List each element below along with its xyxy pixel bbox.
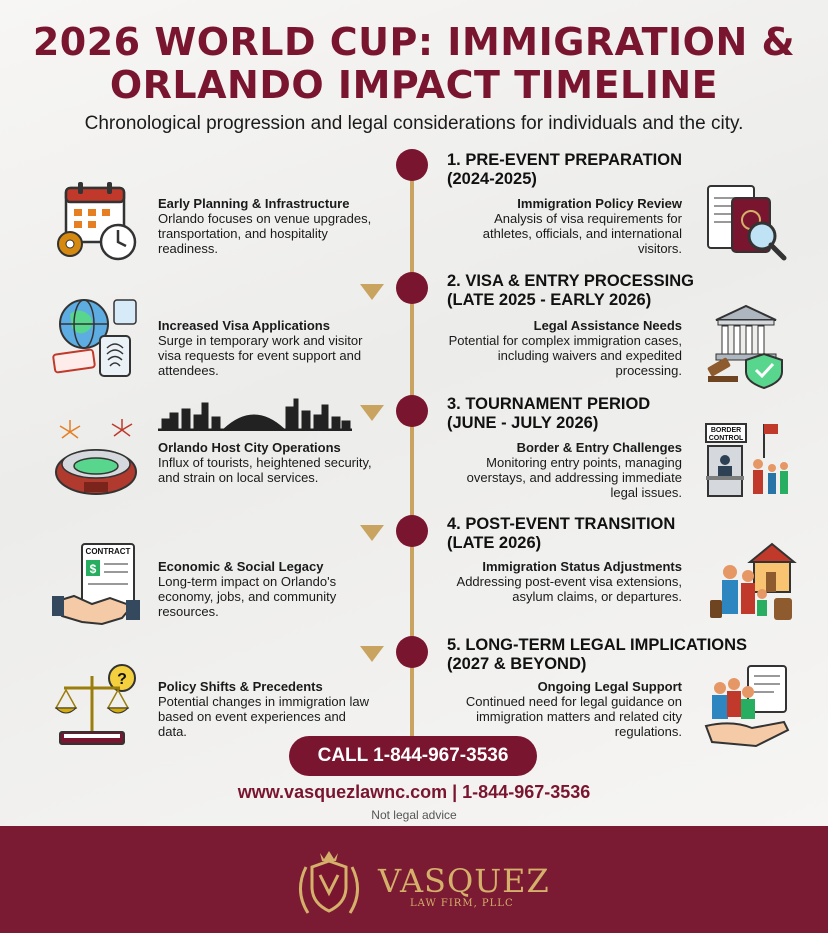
- law-firm-crest-logo: [288, 843, 370, 925]
- phase-4-right-heading: Immigration Status Adjustments: [482, 559, 682, 574]
- phase-5-left-heading: Policy Shifts & Precedents: [158, 679, 323, 694]
- contract-label: CONTRACT: [85, 547, 131, 556]
- website-phone-link[interactable]: www.vasquezlawnc.com | 1-844-967-3536: [237, 782, 591, 802]
- phase-5-right-body: Continued need for legal guidance on immigration matters and related city regulations.: [465, 694, 682, 739]
- phase-5-left-text: [158, 679, 378, 739]
- phase-1-right-text: [442, 196, 682, 256]
- phase-3-right-body: Monitoring entry points, managing overstays, and addressing immediate legal issues.: [466, 455, 682, 500]
- phase-1-left-body: Orlando focuses on venue upgrades, transportation, and hospitality readiness.: [158, 211, 372, 256]
- phase-3-left-body: Influx of tourists, heightened security, and strain on local services.: [158, 455, 372, 485]
- phase-3-date: (JUNE - JULY 2026): [447, 414, 599, 432]
- community-hand-document-icon: [702, 662, 792, 752]
- phase-2-left-text: [158, 318, 378, 378]
- phase-5-right-heading: Ongoing Legal Support: [537, 679, 682, 694]
- calendar-gears-clock-icon: [52, 178, 142, 268]
- globe-entry-stamp-fingerprint-icon: [50, 296, 140, 386]
- phase-1-date: (2024-2025): [447, 170, 537, 188]
- page-title-line1: 2026 WORLD CUP: IMMIGRATION &: [32, 20, 796, 64]
- stadium-fireworks-icon: [52, 416, 142, 506]
- dollar-sign-icon: $: [89, 562, 97, 576]
- page-title-line2: ORLANDO IMPACT TIMELINE: [109, 63, 719, 107]
- phase-4-left-body: Long-term impact on Orlando's economy, jobs, and community resources.: [158, 574, 337, 619]
- phase-5-left-body: Potential changes in immigration law based on event experiences and data.: [158, 694, 369, 739]
- phase-4-name: 4. POST-EVENT TRANSITION: [447, 515, 676, 533]
- timeline-arrow-4: [360, 525, 384, 541]
- scales-book-question-icon: [52, 662, 142, 752]
- phase-2-left-heading: Increased Visa Applications: [158, 318, 330, 333]
- phase-2-right-body: Potential for complex immigration cases, including waivers and expedited processing.: [448, 333, 682, 378]
- border-control-booth-icon: [702, 418, 792, 508]
- timeline-node-1: [396, 149, 428, 181]
- passport-documents-magnifier-icon: [702, 178, 792, 268]
- phase-4-left-text: [158, 559, 378, 619]
- courthouse-gavel-shield-icon: [702, 300, 792, 390]
- phase-3-right-heading: Border & Entry Challenges: [516, 440, 682, 455]
- phase-2-left-body: Surge in temporary work and visitor visa requests for event support and attendees.: [158, 333, 363, 378]
- orlando-skyline-icon: [158, 395, 352, 431]
- firm-subtitle: LAW FIRM, PLLC: [410, 898, 514, 909]
- timeline-node-5: [396, 636, 428, 668]
- phase-1-right-heading: Immigration Policy Review: [517, 196, 682, 211]
- phase-4-right-text: [442, 559, 682, 604]
- phase-5-right-text: [442, 679, 682, 739]
- phase-3-name: 3. TOURNAMENT PERIOD: [447, 395, 651, 413]
- family-house-luggage-icon: [710, 540, 800, 630]
- firm-name: VASQUEZ: [378, 862, 550, 900]
- timeline-arrow-5: [360, 646, 384, 662]
- phase-1-left-text: [158, 196, 378, 256]
- timeline-arrow-2: [360, 284, 384, 300]
- phase-3-left-heading: Orlando Host City Operations: [158, 440, 341, 455]
- phase-2-right-heading: Legal Assistance Needs: [533, 318, 682, 333]
- phase-4-right-body: Addressing post-event visa extensions, asylum claims, or departures.: [456, 574, 682, 604]
- phase-2-name: 2. VISA & ENTRY PROCESSING: [447, 272, 694, 290]
- disclaimer: Not legal advice: [371, 808, 457, 822]
- phase-4-left-heading: Economic & Social Legacy: [158, 559, 324, 574]
- timeline-node-4: [396, 515, 428, 547]
- page-subtitle: Chronological progression and legal considerations for individuals and the city.: [84, 113, 744, 134]
- phase-2-right-text: [442, 318, 682, 378]
- phase-1-right-body: Analysis of visa requirements for athletes, officials, and international visitors.: [482, 211, 682, 256]
- phase-1-left-heading: Early Planning & Infrastructure: [158, 196, 350, 211]
- timeline-arrow-3: [360, 405, 384, 421]
- phase-3-left-text: [158, 440, 378, 485]
- phase-2-date: (LATE 2025 - EARLY 2026): [447, 291, 652, 309]
- border-sign-line2: CONTROL: [708, 435, 744, 442]
- contract-handshake-icon: [52, 540, 142, 630]
- phase-4-date: (LATE 2026): [447, 534, 542, 552]
- phase-5-date: (2027 & BEYOND): [447, 655, 587, 673]
- call-button[interactable]: CALL 1-844-967-3536: [289, 736, 537, 776]
- timeline-node-3: [396, 395, 428, 427]
- phase-1-name: 1. PRE-EVENT PREPARATION: [447, 151, 683, 169]
- phase-5-name: 5. LONG-TERM LEGAL IMPLICATIONS: [447, 636, 748, 654]
- border-sign-line1: BORDER: [710, 427, 742, 434]
- phase-3-right-text: [442, 440, 682, 500]
- question-mark-icon: ?: [117, 671, 127, 688]
- timeline-node-2: [396, 272, 428, 304]
